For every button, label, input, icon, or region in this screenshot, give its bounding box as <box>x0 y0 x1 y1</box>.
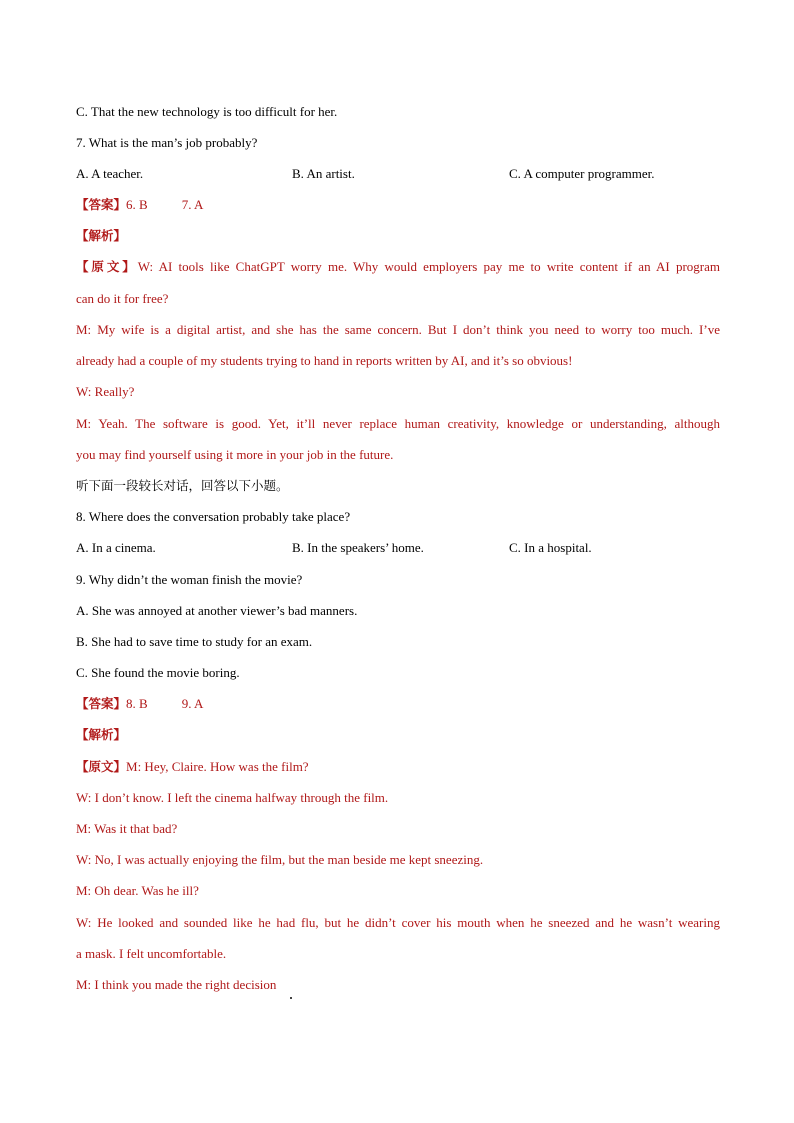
answer-9: 9. A <box>181 696 204 711</box>
transcript-line: M: Was it that bad? <box>76 821 178 836</box>
transcript-line: M: My wife is a digital artist, and she has the same concern. But I don’t think you need to worry too much. I’ve <box>76 322 720 337</box>
transcript-line: a mask. I felt uncomfortable. <box>76 946 227 961</box>
q7-option-a: A. A teacher. <box>76 166 144 181</box>
transcript-line: already had a couple of my students trying to hand in reports written by AI, and it’s so obvious! <box>76 353 573 368</box>
answer-6: 6. B <box>126 197 148 212</box>
transcript-line: you may find yourself using it more in your job in the future. <box>76 447 394 462</box>
transcript-line <box>76 259 720 275</box>
q7-option-b: B. An artist. <box>292 166 355 181</box>
transcript-line <box>76 759 720 775</box>
answer-label: 【答案】 <box>76 696 127 711</box>
q9-option-c: C. She found the movie boring. <box>76 665 240 680</box>
answer-line-2 <box>76 696 720 712</box>
q8-question: 8. Where does the conversation probably take place? <box>76 509 351 524</box>
q7-question: 7. What is the man’s job probably? <box>76 135 258 150</box>
q8-option-c: C. In a hospital. <box>509 540 592 555</box>
q7-option-c: C. A computer programmer. <box>509 166 655 181</box>
answer-7: 7. A <box>181 197 204 212</box>
q8-option-a: A. In a cinema. <box>76 540 156 555</box>
analysis-label-2: 【解析】 <box>76 727 127 742</box>
analysis-label-1: 【解析】 <box>76 228 127 243</box>
q8-options <box>76 540 720 556</box>
transcript-line: W: He looked and sounded like he had flu, but he didn’t cover his mouth when he sneezed and he wasn’t wearing <box>76 915 720 930</box>
answer-8: 8. B <box>126 696 148 711</box>
transcript-text: M: Hey, Claire. How was the film? <box>126 759 309 774</box>
transcript-line: M: Oh dear. Was he ill? <box>76 883 199 898</box>
stray-dot <box>290 997 292 999</box>
q8-option-b: B. In the speakers’ home. <box>292 540 424 555</box>
q7-options <box>76 166 720 182</box>
transcript-line: M: Yeah. The software is good. Yet, it’ll never replace human creativity, knowledge or understanding, although <box>76 416 720 431</box>
listening-instruction: 听下面一段较长对话，回答以下小题。 <box>76 478 289 493</box>
transcript-line: M: I think you made the right decision <box>76 977 277 992</box>
transcript-line: W: Really? <box>76 384 135 399</box>
answer-line-1 <box>76 197 720 213</box>
q9-option-a: A. She was annoyed at another viewer’s bad manners. <box>76 603 358 618</box>
transcript-text: W: AI tools like ChatGPT worry me. Why would employers pay me to write content if an AI program <box>137 259 720 274</box>
transcript-label: 【原文】 <box>76 259 138 274</box>
transcript-line: W: No, I was actually enjoying the film, but the man beside me kept sneezing. <box>76 852 484 867</box>
answer-label: 【答案】 <box>76 197 127 212</box>
q9-option-b: B. She had to save time to study for an exam. <box>76 634 313 649</box>
transcript-label: 【原文】 <box>76 759 127 774</box>
q9-question: 9. Why didn’t the woman finish the movie? <box>76 572 303 587</box>
transcript-line: W: I don’t know. I left the cinema halfway through the film. <box>76 790 389 805</box>
transcript-line: can do it for free? <box>76 291 169 306</box>
q6-option-c: C. That the new technology is too difficult for her. <box>76 104 338 119</box>
